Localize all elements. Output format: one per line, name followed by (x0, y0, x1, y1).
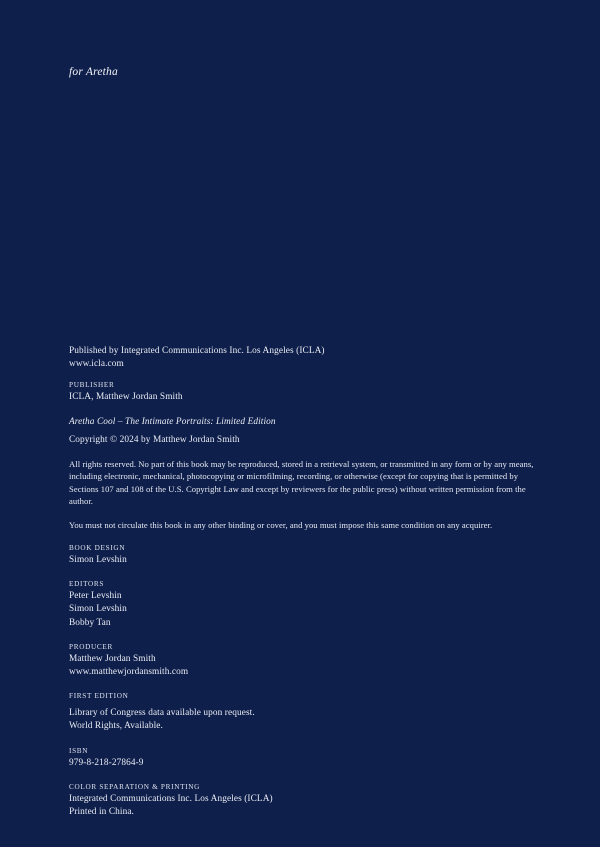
title-copyright-block (69, 416, 547, 447)
first-edition-block (69, 690, 547, 733)
isbn-value: 979-8-218-27864-9 (69, 757, 144, 768)
dedication-text: for Aretha (69, 66, 118, 78)
producer-block (69, 641, 547, 679)
producer-name: Matthew Jordan Smith (69, 653, 156, 664)
rights-paragraph-block (69, 458, 547, 508)
printed-line: Printed in China. (69, 807, 134, 818)
producer-website[interactable]: www.matthewjordansmith.com (69, 667, 189, 678)
producer-label: PRODUCER (69, 642, 113, 651)
loc-line: Library of Congress data available upon request. (69, 708, 255, 719)
color-separation-value: Integrated Communications Inc. Los Angeles (ICLA) (69, 793, 273, 804)
publisher-credit-block (69, 379, 547, 404)
isbn-block (69, 745, 547, 770)
publisher-website[interactable]: www.icla.com (69, 359, 124, 370)
isbn-label: ISBN (69, 746, 89, 755)
color-separation-block (69, 781, 547, 819)
editor-name: Simon Levshin (69, 604, 127, 615)
copyright-line: Copyright © 2024 by Matthew Jordan Smith (69, 434, 240, 445)
colophon-block (69, 345, 547, 830)
editors-label: EDITORS (69, 580, 105, 589)
publisher-line: Published by Integrated Communications Inc. Los Angeles (ICLA) (69, 346, 325, 356)
book-title-line: Aretha Cool – The Intimate Portraits: Limited Edition (69, 416, 276, 427)
editor-name: Peter Levshin (69, 591, 122, 602)
book-design-block (69, 542, 547, 567)
publisher-value: ICLA, Matthew Jordan Smith (69, 392, 183, 403)
rights-available-line: World Rights, Available. (69, 721, 163, 732)
editor-name: Bobby Tan (69, 617, 111, 628)
first-edition-label: FIRST EDITION (69, 692, 129, 701)
editors-block (69, 578, 547, 630)
color-separation-label: COLOR SEPARATION & PRINTING (69, 782, 201, 791)
circulation-paragraph-block (69, 519, 547, 531)
book-design-label: BOOK DESIGN (69, 544, 126, 553)
publisher-block (69, 345, 547, 371)
book-design-value: Simon Levshin (69, 555, 127, 566)
rights-paragraph: All rights reserved. No part of this book may be reproduced, stored in a retrieval system, or transmitted in any form or by any means, including electronic, mechanical, photocopying or microfilming, recording, or otherwise (except for copying that is permitted by Sections 107 and 108 of the U.S. Copyright Law and except by reviewers for the public press) without written permission from the author. (69, 459, 534, 507)
publisher-label: PUBLISHER (69, 381, 115, 390)
circulation-paragraph: You must not circulate this book in any other binding or cover, and you must impose this same condition on any acquirer. (69, 519, 493, 530)
